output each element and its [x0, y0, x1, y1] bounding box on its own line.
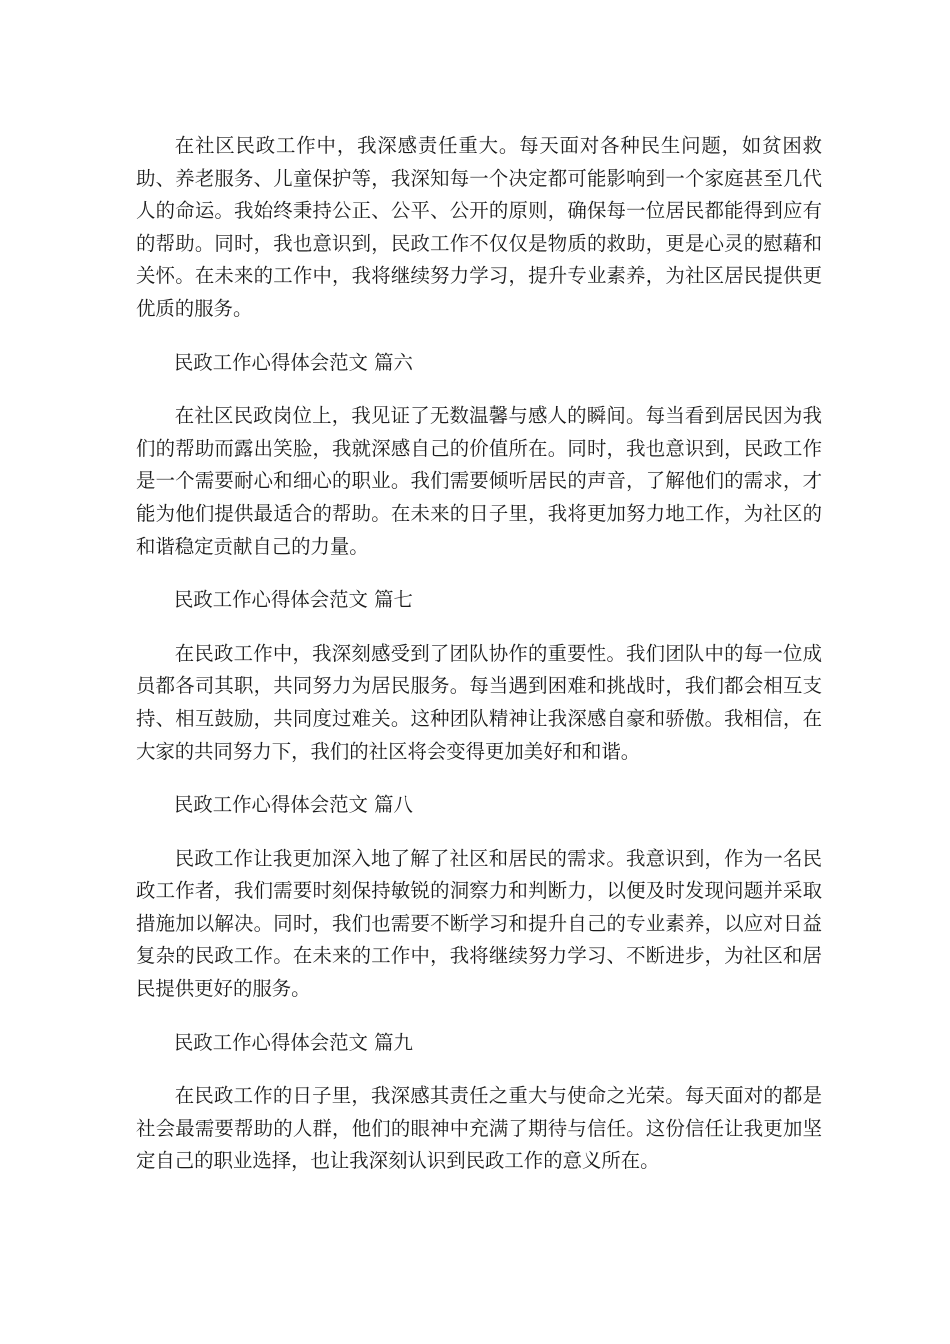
- section-heading-8: 民政工作心得体会范文 篇八: [174, 793, 413, 817]
- paragraph: 在社区民政岗位上，我见证了无数温馨与感人的瞬间。每当看到居民因为我们的帮助而露出笑脸，我就深感自己的价值所在。同时，我也意识到，民政工作是一个需要耐心和细心的职业。我们需要倾听居民的声音，了解他们的需求，才能为他们提供最适合的帮助。在未来的日子里，我将更加努力地工作，为社区的和谐稳定贡献自己的力量。: [136, 404, 822, 558]
- spacer: [136, 326, 822, 347]
- paragraph: 在民政工作的日子里，我深感其责任之重大与使命之光荣。每天面对的都是社会最需要帮助的人群，他们的眼神中充满了期待与信任。这份信任让我更加坚定自己的职业选择，也让我深刻认识到民政工作的意义所在。: [136, 1084, 822, 1173]
- section-heading-7: 民政工作心得体会范文 篇七: [174, 588, 413, 612]
- section-heading-9: 民政工作心得体会范文 篇九: [174, 1030, 413, 1054]
- spacer: [136, 379, 822, 400]
- spacer: [136, 768, 822, 789]
- paragraph: 在民政工作中，我深刻感受到了团队协作的重要性。我们团队中的每一位成员都各司其职，共同努力为居民服务。每当遇到困难和挑战时，我们都会相互支持、相互鼓励，共同度过难关。这种团队精神让我深感自豪和骄傲。我相信，在大家的共同努力下，我们的社区将会变得更加美好和和谐。: [136, 641, 822, 763]
- spacer: [136, 1006, 822, 1027]
- section-heading-6: 民政工作心得体会范文 篇六: [174, 350, 413, 374]
- spacer: [136, 563, 822, 584]
- spacer: [136, 822, 822, 843]
- document-body: [136, 130, 822, 1178]
- paragraph: 在社区民政工作中，我深感责任重大。每天面对各种民生问题，如贫困救助、养老服务、儿童保护等，我深知每一个决定都可能影响到一个家庭甚至几代人的命运。我始终秉持公正、公平、公开的原则，确保每一位居民都能得到应有的帮助。同时，我也意识到，民政工作不仅仅是物质的救助，更是心灵的慰藉和关怀。在未来的工作中，我将继续努力学习，提升专业素养，为社区居民提供更优质的服务。: [136, 134, 822, 320]
- spacer: [136, 617, 822, 638]
- paragraph: 民政工作让我更加深入地了解了社区和居民的需求。我意识到，作为一名民政工作者，我们需要时刻保持敏锐的洞察力和判断力，以便及时发现问题并采取措施加以解决。同时，我们也需要不断学习和提升自己的专业素养，以应对日益复杂的民政工作。在未来的工作中，我将继续努力学习、不断进步，为社区和居民提供更好的服务。: [136, 846, 822, 1001]
- spacer: [136, 1059, 822, 1080]
